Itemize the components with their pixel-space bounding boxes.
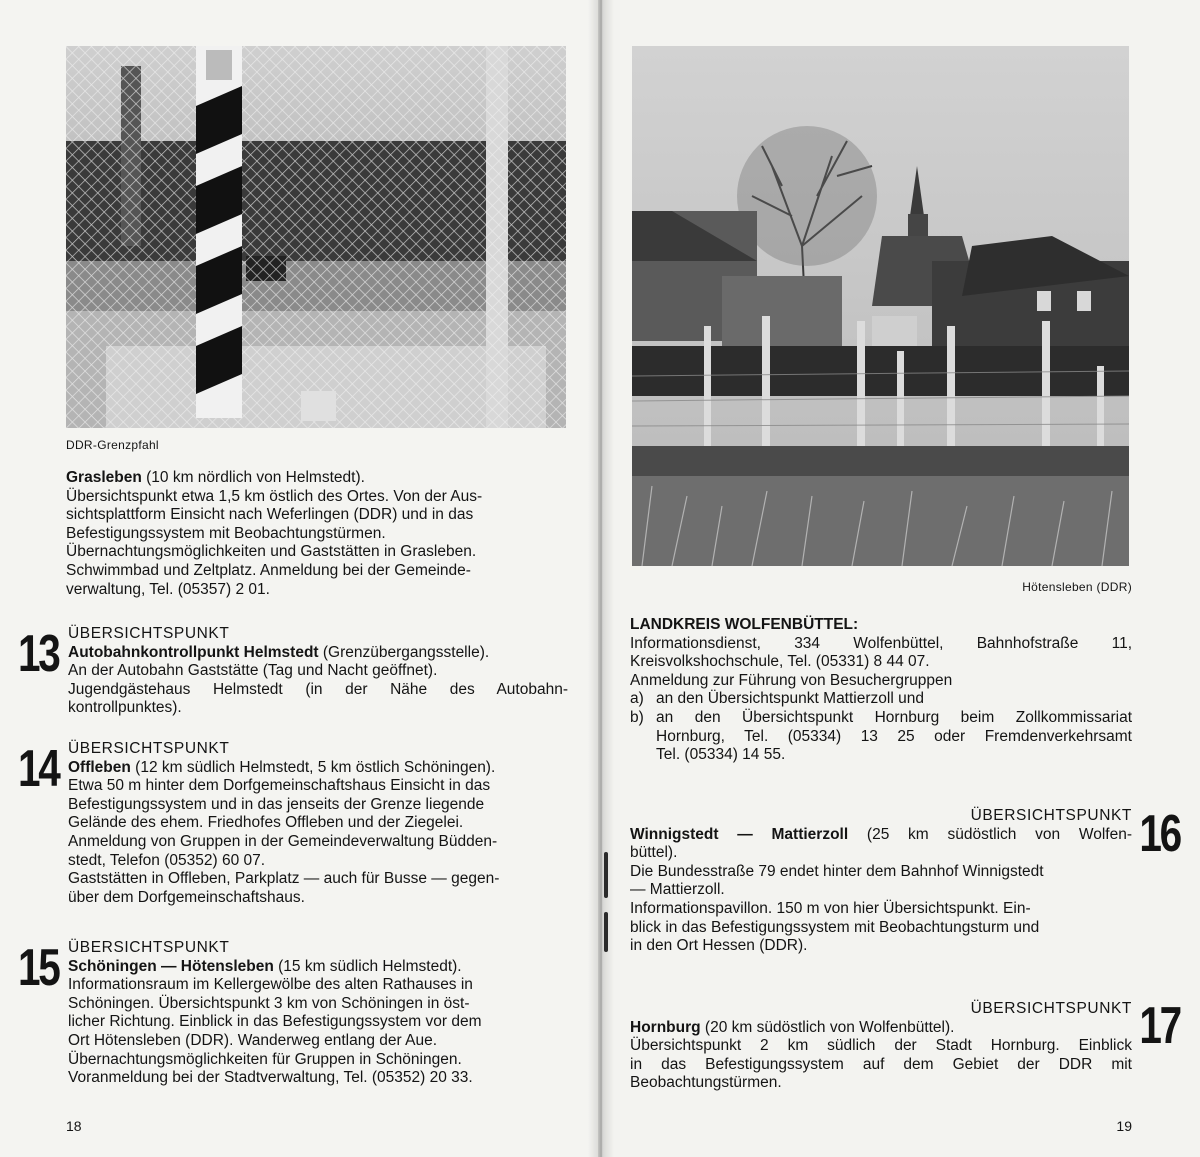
entry-line: Gelände des ehem. Friedhofes Offleben und der Ziegelei. (68, 814, 464, 832)
entry-line: Schwimmbad und Zeltplatz. Anmeldung bei der Gemeinde- (66, 561, 471, 579)
entry-line: Informationspavillon. 150 m von hier Übersichtspunkt. Ein- (630, 899, 1031, 917)
entry-line: kontrollpunktes). (68, 699, 182, 717)
right-page (602, 0, 1200, 1157)
section-number-16: 16 (1139, 805, 1180, 863)
section-heading: ÜBERSICHTSPUNKT (68, 625, 230, 642)
entry-title: Grasleben (66, 469, 142, 486)
entry-line: blick in das Befestigungssystem mit Beobachtungsturm und (630, 918, 1040, 936)
staple-bottom (604, 912, 608, 952)
page-number: 19 (1116, 1118, 1132, 1134)
entry-line: Übersichtspunkt 2 km südlich der Stadt Hornburg. Einblick (630, 1037, 1132, 1055)
entry-line: in das Befestigungssystem auf dem Gebiet der DDR mit (630, 1055, 1132, 1073)
entry-line: stedt, Telefon (05352) 60 07. (68, 851, 266, 869)
section-13 (68, 625, 568, 718)
entry-line: Befestigungssystem und in das jenseits der Grenze liegende (68, 795, 485, 813)
staple-top (604, 852, 608, 898)
list-item (630, 690, 1132, 709)
entry-line: sichtsplattform Einsicht nach Weferlingen (DDR) und in das (66, 506, 474, 524)
section-number-13: 13 (18, 625, 59, 683)
section-title-line (68, 644, 568, 663)
section-title: Winnigstedt — Mattierzoll (630, 825, 849, 843)
left-page (0, 0, 598, 1157)
section-title-rest: (15 km südlich Helmstedt). (273, 957, 462, 975)
photo-caption: Hötensleben (DDR) (1022, 580, 1132, 594)
list-text: an den Übersichtspunkt Hornburg beim Zollkommissariat (656, 708, 1132, 726)
entry-line: Kreisvolkshochschule, Tel. (05331) 8 44 07. (630, 653, 930, 671)
entry-line: Anmeldung von Gruppen in der Gemeindeverwaltung Büdden- (68, 832, 498, 850)
section-15 (68, 939, 570, 1088)
section-heading: ÜBERSICHTSPUNKT (68, 939, 230, 956)
entry-line: Etwa 50 m hinter dem Dorfgemeinschaftshaus Einsicht in das (68, 777, 491, 795)
entry-title-line (66, 469, 566, 488)
entry-line: Übersichtspunkt etwa 1,5 km östlich des Ortes. Von der Aus- (66, 487, 483, 505)
photo-caption: DDR-Grenzpfahl (66, 438, 159, 452)
border-post-photo (66, 46, 566, 428)
section-title: Schöningen — Hötensleben (68, 957, 274, 975)
section-title: Autobahnkontrollpunkt Helmstedt (68, 643, 319, 661)
list-marker: a) (630, 690, 644, 708)
section-title-rest: (Grenzübergangsstelle). (318, 643, 490, 661)
entry-line: — Mattierzoll. (630, 881, 725, 899)
village-fence-photo (632, 46, 1129, 566)
entry-line: Voranmeldung bei der Stadtverwaltung, Tel. (05352) 20 33. (68, 1069, 473, 1087)
section-heading: ÜBERSICHTSPUNKT (68, 740, 230, 757)
section-title-rest: (25 km südöstlich von Wolfen- (848, 825, 1132, 843)
entry-line: Jugendgästehaus Helmstedt (in der Nähe des Autobahn- (68, 680, 568, 698)
section-title: Offleben (68, 758, 131, 776)
section-title-line (68, 759, 570, 778)
entry-line: in den Ort Hessen (DDR). (630, 937, 808, 955)
entry-line: büttel). (630, 844, 678, 862)
section-title-rest: (12 km südlich Helmstedt, 5 km östlich Schöningen). (130, 758, 496, 776)
section-title-line (630, 826, 1132, 845)
entry-line: Schöningen. Übersichtspunkt 3 km von Schöningen in öst- (68, 994, 470, 1012)
entry-line: An der Autobahn Gaststätte (Tag und Nacht geöffnet). (68, 662, 438, 680)
landkreis-entry (630, 616, 1132, 765)
section-17 (630, 1000, 1132, 1093)
landkreis-title: LANDKREIS WOLFENBÜTTEL: (630, 616, 859, 633)
section-heading: ÜBERSICHTSPUNKT (970, 807, 1132, 824)
section-number-17: 17 (1139, 997, 1180, 1055)
section-number-14: 14 (18, 740, 59, 798)
list-marker: b) (630, 708, 644, 726)
entry-line: Befestigungssystem mit Beobachtungstürmen. (66, 524, 386, 542)
page-gutter (588, 0, 614, 1157)
grasleben-entry (66, 469, 566, 599)
entry-line: Informationsdienst, 334 Wolfenbüttel, Bahnhofstraße 11, (630, 634, 1132, 652)
page-number: 18 (66, 1118, 82, 1134)
section-heading: ÜBERSICHTSPUNKT (970, 1000, 1132, 1017)
list-text: Tel. (05334) 14 55. (656, 746, 786, 764)
section-title-line (630, 1019, 1132, 1038)
section-title-rest: (20 km südöstlich von Wolfenbüttel). (700, 1018, 955, 1036)
section-16 (630, 807, 1132, 956)
list-item (630, 709, 1132, 765)
entry-title-rest: (10 km nördlich von Helmstedt). (141, 469, 365, 486)
section-title-line (68, 958, 570, 977)
entry-line: Informationsraum im Kellergewölbe des alten Rathauses in (68, 976, 473, 994)
entry-line: verwaltung, Tel. (05357) 2 01. (66, 580, 270, 598)
section-14 (68, 740, 570, 907)
section-title: Hornburg (630, 1018, 701, 1036)
list-text: an den Übersichtspunkt Mattierzoll und (656, 690, 924, 708)
entry-line: Anmeldung zur Führung von Besuchergruppen (630, 671, 953, 689)
entry-line: Ort Hötensleben (DDR). Wanderweg entlang der Aue. (68, 1031, 438, 1049)
entry-line: licher Richtung. Einblick in das Befestigungssystem vor dem (68, 1013, 482, 1031)
entry-line: Beobachtungstürmen. (630, 1074, 782, 1092)
entry-line: Übernachtungsmöglichkeiten und Gaststätten in Grasleben. (66, 543, 477, 561)
section-number-15: 15 (18, 939, 59, 997)
entry-line: Übernachtungsmöglichkeiten für Gruppen in Schöningen. (68, 1050, 462, 1068)
list-text: Hornburg, Tel. (05334) 13 25 oder Fremdenverkehrsamt (656, 727, 1132, 745)
entry-line: Gaststätten in Offleben, Parkplatz — auch für Busse — gegen- (68, 870, 500, 888)
entry-line: Die Bundesstraße 79 endet hinter dem Bahnhof Winnigstedt (630, 862, 1044, 880)
entry-line: über dem Dorfgemeinschaftshaus. (68, 888, 305, 906)
